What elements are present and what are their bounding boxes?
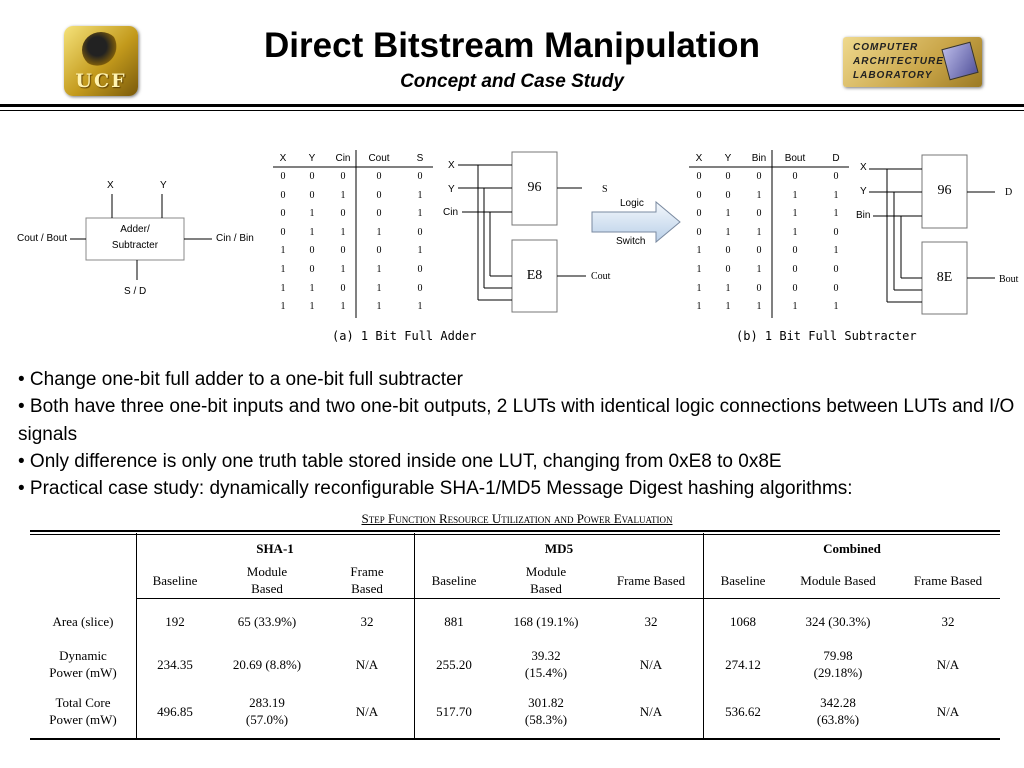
block-port-cout-bout: Cout / Bout — [17, 233, 68, 244]
adder-subtracter-block — [0, 170, 280, 310]
table-cell-line: 301.82 — [528, 695, 564, 710]
table-cell — [688, 656, 798, 673]
adder-cell: 1 — [340, 226, 346, 238]
row-label-line: Total Core — [55, 695, 111, 710]
subtracter-cell: 0 — [833, 226, 839, 238]
subtracter-cell: 0 — [696, 226, 702, 238]
adder-cell: 1 — [417, 189, 423, 201]
table-cell — [491, 613, 601, 630]
table-cell-line: 20.69 (8.8%) — [232, 656, 302, 672]
computer-architecture-lab-logo — [843, 37, 982, 87]
table-cell-line: 234.35 — [157, 656, 193, 672]
table-cell-line: (58.3%) — [524, 712, 568, 727]
subtracter-cell: 0 — [792, 264, 798, 275]
table-cell-line: 192 — [165, 613, 185, 629]
subtracter-header-y: Y — [724, 153, 732, 164]
adder-cell: 0 — [417, 171, 423, 182]
subtracter-cell: 1 — [833, 245, 839, 257]
subtracter-cell: 1 — [792, 301, 798, 313]
adder-cell: 0 — [280, 189, 286, 201]
adder-cell: 1 — [417, 301, 423, 313]
adder-cell: 0 — [340, 282, 346, 294]
column-header-line: Frame Based — [616, 572, 686, 588]
adder-cell: 0 — [340, 171, 346, 182]
adder-cell: 0 — [309, 245, 315, 257]
subtracter-lut-input-y: Y — [860, 186, 867, 197]
subtracter-lut-top: 96 — [937, 183, 952, 198]
table-top-rule-inner — [30, 534, 1000, 535]
table-cell-line: N/A — [936, 656, 960, 672]
header-rule-thick — [0, 104, 1024, 107]
table-cell-line: N/A — [936, 703, 960, 719]
subtracter-cell: 0 — [792, 282, 798, 294]
column-header-line: Baseline — [431, 572, 477, 588]
table-cell-line: N/A — [355, 703, 379, 719]
header-rule-thin — [0, 110, 1024, 111]
subtracter-truth-table — [684, 150, 854, 320]
table-cell-line: 283.19 — [249, 695, 285, 710]
subtracter-cell: 1 — [696, 245, 702, 257]
adder-cell: 0 — [340, 245, 346, 257]
column-header-line: Frame Based — [913, 572, 983, 588]
table-cell-line: 1068 — [730, 613, 756, 629]
adder-cell: 1 — [376, 226, 382, 238]
column-header-line: Baseline — [720, 572, 766, 588]
slide-title: Direct Bitstream Manipulation — [264, 26, 760, 65]
lab-logo-line-3: LABORATORY — [853, 70, 933, 81]
table-cell — [893, 656, 1003, 673]
table-cell-line: 342.28 — [820, 695, 856, 710]
row-label-line: Power (mW) — [49, 712, 117, 727]
subtracter-cell: 0 — [756, 282, 762, 294]
group-header-combined: Combined — [823, 541, 881, 556]
subtracter-cell: 0 — [833, 264, 839, 275]
column-header-line: Based — [351, 581, 383, 596]
adder-cell: 1 — [417, 245, 423, 257]
subtracter-cell: 0 — [833, 171, 839, 182]
adder-cell: 0 — [309, 171, 315, 182]
adder-cell: 0 — [340, 208, 346, 220]
subtracter-cell: 1 — [725, 282, 731, 294]
adder-cell: 0 — [376, 208, 382, 220]
column-header-line: Module — [525, 564, 567, 579]
table-cell-line: (57.0%) — [245, 712, 289, 727]
bullet-4: • Practical case study: dynamically reconfigurable SHA-1/MD5 Message Digest hashing algorithms: — [18, 478, 853, 500]
block-input-y: Y — [160, 180, 167, 191]
row-label — [33, 694, 133, 728]
column-header-line: Baseline — [152, 572, 198, 588]
group-header-md5: MD5 — [544, 541, 574, 556]
table-cell-line: 517.70 — [436, 703, 472, 719]
adder-cell: 1 — [280, 264, 286, 275]
caption-adder: (a) 1 Bit Full Adder — [332, 329, 477, 343]
lab-logo-line-2: ARCHITECTURE — [853, 56, 944, 67]
row-label-line: Dynamic — [59, 648, 107, 663]
adder-lut-output-s: S — [602, 184, 608, 195]
column-header-line: Frame — [350, 564, 384, 579]
adder-header-s: S — [416, 153, 424, 164]
column-header — [491, 563, 601, 597]
adder-cell: 1 — [280, 282, 286, 294]
table-cell-line: 32 — [360, 613, 374, 629]
table-cell-line: (29.18%) — [813, 665, 863, 680]
adder-lut-output-cout: Cout — [591, 271, 611, 282]
table-cell-line: 32 — [941, 613, 955, 629]
table-cell-line: 881 — [444, 613, 464, 629]
subtracter-cell: 1 — [725, 208, 731, 220]
table-cell-line: 65 (33.9%) — [237, 613, 297, 629]
table-cell-line: 79.98 — [823, 648, 853, 663]
column-header — [212, 563, 322, 597]
subtracter-cell: 0 — [756, 245, 762, 257]
block-label-2: Subtracter — [111, 240, 159, 251]
adder-cell: 1 — [309, 208, 315, 220]
subtracter-lut-bottom: 8E — [936, 270, 953, 285]
subtracter-cell: 0 — [792, 171, 798, 182]
slide-subtitle: Concept and Case Study — [400, 71, 624, 92]
adder-lut-input-cin: Cin — [443, 207, 459, 218]
subtracter-lut-output-bout: Bout — [999, 274, 1019, 285]
adder-cell: 0 — [417, 264, 423, 275]
subtracter-cell: 1 — [696, 301, 702, 313]
subtracter-cell: 0 — [696, 208, 702, 220]
table-top-rule — [30, 530, 1000, 532]
adder-lut-bottom: E8 — [526, 268, 543, 283]
table-cell-line: (63.8%) — [816, 712, 860, 727]
subtracter-cell: 1 — [696, 264, 702, 275]
bullet-2: • Both have three one-bit inputs and two one-bit outputs, 2 LUTs with identical logic connections between LUTs and I/O signals — [18, 396, 1015, 445]
subtracter-cell: 1 — [756, 189, 762, 201]
adder-lut-input-y: Y — [448, 184, 455, 195]
table-title-text: Step Function Resource Utilization and Power Evaluation — [361, 511, 673, 526]
ucf-logo-text: UCF — [75, 70, 127, 92]
table-cell-line: N/A — [355, 656, 379, 672]
table-cell — [783, 694, 893, 728]
logic-switch-label-2: Switch — [616, 236, 646, 247]
subtracter-cell: 1 — [792, 208, 798, 220]
column-header — [893, 572, 1003, 589]
subtracter-cell: 1 — [833, 301, 839, 313]
subtracter-lut-input-x: X — [860, 162, 867, 173]
subtracter-cell: 1 — [833, 189, 839, 201]
block-port-s-d: S / D — [124, 286, 147, 297]
lab-logo-line-1: COMPUTER — [853, 42, 919, 53]
table-cell-line: N/A — [639, 656, 663, 672]
adder-cell: 1 — [376, 301, 382, 313]
column-header-line: Based — [251, 581, 283, 596]
adder-cell: 0 — [280, 226, 286, 238]
adder-cell: 1 — [280, 301, 286, 313]
bullet-list — [18, 366, 1022, 502]
table-cell — [783, 647, 893, 681]
row-label-line: Power (mW) — [49, 665, 117, 680]
subtracter-cell: 1 — [792, 189, 798, 201]
subtracter-header-x: X — [695, 153, 703, 164]
block-port-cin-bin: Cin / Bin — [216, 233, 254, 244]
logic-switch-arrow — [590, 200, 682, 250]
table-cell — [688, 703, 798, 720]
subtracter-cell: 1 — [696, 282, 702, 294]
adder-cell: 1 — [309, 301, 315, 313]
subtracter-header-bin: Bin — [751, 153, 767, 164]
chip-icon — [941, 42, 978, 81]
adder-cell: 1 — [376, 282, 382, 294]
table-cell — [212, 656, 322, 673]
column-header-line: Module Based — [800, 572, 876, 588]
subtracter-cell: 1 — [756, 226, 762, 238]
table-cell — [212, 694, 322, 728]
subtracter-cell: 0 — [756, 171, 762, 182]
adder-lut-top: 96 — [527, 180, 542, 195]
subtracter-cell: 0 — [833, 282, 839, 294]
table-cell-line: 324 (30.3%) — [805, 613, 871, 629]
group-header-sha-1: SHA-1 — [256, 541, 294, 556]
subtracter-lut-output-d: D — [1005, 187, 1013, 198]
table-cell-line: 32 — [644, 613, 658, 629]
adder-lut-input-x: X — [448, 160, 455, 171]
subtracter-cell: 0 — [792, 245, 798, 257]
adder-truth-table — [268, 150, 438, 320]
row-label-line: Area (slice) — [52, 613, 114, 629]
table-cell-line: 496.85 — [157, 703, 193, 719]
adder-header-x: X — [279, 153, 287, 164]
adder-cell: 1 — [417, 208, 423, 220]
adder-cell: 1 — [340, 189, 346, 201]
adder-header-cin: Cin — [335, 153, 351, 164]
table-cell — [783, 613, 893, 630]
row-label — [33, 647, 133, 681]
table-cell — [491, 694, 601, 728]
adder-cell: 1 — [309, 282, 315, 294]
adder-header-y: Y — [308, 153, 316, 164]
subtracter-cell: 1 — [792, 226, 798, 238]
table-cell-line: 274.12 — [725, 656, 761, 672]
subtracter-cell: 0 — [725, 264, 731, 275]
bullet-1: • Change one-bit full adder to a one-bit full subtracter — [18, 369, 463, 390]
adder-cell: 1 — [280, 245, 286, 257]
table-cell-line: 255.20 — [436, 656, 472, 672]
subtracter-cell: 0 — [696, 171, 702, 182]
column-header — [783, 572, 893, 589]
caption-subtracter: (b) 1 Bit Full Subtracter — [736, 329, 917, 343]
logic-switch-label-1: Logic — [620, 198, 644, 209]
block-label-1: Adder/ — [120, 224, 150, 235]
adder-cell: 1 — [309, 226, 315, 238]
table-cell — [688, 613, 798, 630]
table-cell — [893, 703, 1003, 720]
adder-cell: 0 — [376, 171, 382, 182]
subtracter-cell: 1 — [725, 301, 731, 313]
table-cell — [893, 613, 1003, 630]
row-label — [33, 613, 133, 630]
subtracter-header-bout: Bout — [784, 153, 806, 164]
subtracter-header-d: D — [832, 153, 840, 164]
adder-cell: 0 — [417, 282, 423, 294]
subtracter-cell: 0 — [725, 171, 731, 182]
table-bottom-rule — [30, 738, 1000, 740]
subtracter-cell: 0 — [756, 208, 762, 220]
table-cell-line: N/A — [639, 703, 663, 719]
table-cell — [491, 647, 601, 681]
table-title — [0, 511, 1024, 527]
table-cell-line: (15.4%) — [524, 665, 568, 680]
adder-cell: 0 — [376, 245, 382, 257]
block-input-x: X — [107, 180, 114, 191]
table-header-rule — [136, 598, 1000, 599]
adder-cell: 0 — [309, 189, 315, 201]
subtracter-cell: 1 — [833, 208, 839, 220]
adder-cell: 0 — [280, 208, 286, 220]
bullet-3: • Only difference is only one truth table stored inside one LUT, changing from 0xE8 to 0x8E — [18, 450, 782, 472]
adder-header-cout: Cout — [368, 153, 390, 164]
table-cell — [212, 613, 322, 630]
subtracter-cell: 0 — [696, 189, 702, 201]
subtracter-cell: 1 — [725, 226, 731, 238]
subtracter-cell: 1 — [756, 301, 762, 313]
subtracter-lut-wires — [855, 152, 1024, 317]
adder-cell: 1 — [340, 264, 346, 275]
table-cell-line: 536.62 — [725, 703, 761, 719]
adder-cell: 1 — [340, 301, 346, 313]
column-header-line: Based — [530, 581, 562, 596]
adder-cell: 1 — [376, 264, 382, 275]
table-cell-line: 168 (19.1%) — [513, 613, 579, 629]
subtracter-cell: 0 — [725, 245, 731, 257]
adder-cell: 0 — [376, 189, 382, 201]
adder-cell: 0 — [280, 171, 286, 182]
subtracter-lut-input-bin: Bin — [856, 210, 871, 221]
subtracter-cell: 1 — [756, 264, 762, 275]
adder-cell: 0 — [309, 264, 315, 275]
subtracter-lut-diagram — [855, 152, 1024, 317]
table-cell-line: 39.32 — [531, 648, 561, 663]
subtracter-cell: 0 — [725, 189, 731, 201]
adder-cell: 0 — [417, 226, 423, 238]
column-header-line: Module — [246, 564, 288, 579]
column-header — [688, 572, 798, 589]
